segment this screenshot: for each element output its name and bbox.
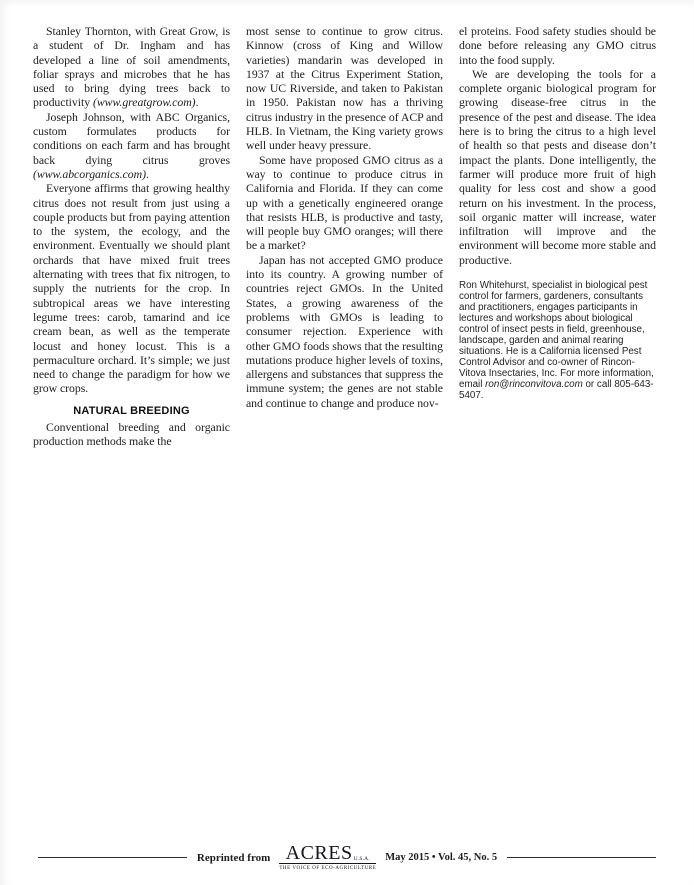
column-2 — [246, 24, 443, 448]
section-heading-natural-breeding: NATURAL BREEDING — [73, 404, 190, 417]
footer-rule-right — [507, 857, 656, 858]
footer-rule-left — [38, 857, 187, 858]
acres-logo-usa-suffix: U.S.A. — [353, 856, 370, 862]
paragraph: Japan has not accepted GMO produce into its country. A growing number of countries reject GMOs. In the United States, a growing awareness of the problems with GMOs is leading to consumer rejection. Experience with other GMO foods shows that the resulting mutations produce higher levels of toxins, allergens and substances that suppress the immune system; the genes are not stable and continue to change and produce nov- — [246, 252, 443, 410]
paragraph: Conventional breeding and organic production methods make the — [33, 419, 230, 449]
paragraph: We are developing the tools for a complete organic biological program for growing disease-free citrus in the presence of the pest and disease. The idea here is to bring the citrus to a high level of health so that pests and disease don’t impact the plants. Done intelligently, the farmer will produce more fruit of high quality for less cost and show a good return on his investment. In the process, soil organic matter will increase, water infiltration will improve and the environment will become more stable and productive. — [459, 66, 656, 267]
paragraph: Everyone affirms that growing healthy citrus does not result from just using a couple products but from paying attention to the system, the ecology, and the environment. Eventually we should plant orchards that have mixed fruit trees alternating with trees that fix nitrogen, to supply the nutrients for the crop. In subtropical areas we have interesting legume trees: carob, tamarind and ice cream bean, as well as the temperate locust and honey locust. This is a permaculture orchard. It’s simple; we just need to change the paradigm for how we grow crops. — [33, 181, 230, 396]
acres-logo-title: ACRES — [285, 842, 353, 864]
reprinted-from-label: Reprinted from — [196, 851, 271, 864]
footer — [38, 842, 656, 871]
acres-logo-tagline: THE VOICE OF ECO-AGRICULTURE — [279, 865, 377, 871]
column-3 — [459, 24, 656, 448]
issue-date-label: May 2015 • Vol. 45, No. 5 — [385, 852, 498, 864]
acres-logo-wordmark — [279, 842, 376, 864]
paragraph: most sense to continue to grow citrus. Kinnow (cross of King and Willow varieties) mandarin was developed in 1937 at the Citrus Experiment Station, now UC Riverside, and taken to Pakistan in 1950. Pakistan now has a thriving citrus industry in the presence of ACP and HLB. In Vietnam, the King variety grows well under heavy pressure. — [246, 24, 443, 153]
author-bio: Ron Whitehurst, specialist in biological pest control for farmers, gardeners, consultants and practitioners, engages participants in lectures and workshops about biological control of insect pests in field, greenhouse, landscape, garden and animal rearing situations. He is a California licensed Pest Control Advisor and co-owner of Rincon-Vitova Insectaries, Inc. For more information, email ron@rinconvitova.com or call 805-643-5407. — [459, 280, 654, 402]
column-1 — [33, 24, 230, 448]
article-columns — [33, 24, 657, 448]
acres-usa-logo — [279, 842, 377, 871]
paragraph: el proteins. Food safety studies should be done before releasing any GMO citrus into the food supply. — [459, 24, 656, 67]
paragraph: Some have proposed GMO citrus as a way to continue to produce citrus in California and Florida. If they can come up with a genetically engineered orange that resists HLB, is productive and tasty, will people buy GMO oranges; will there be a market? — [246, 152, 443, 253]
paragraph: Stanley Thornton, with Great Grow, is a student of Dr. Ingham and has developed a line of soil amendments, foliar sprays and microbes that he has used to bring dying trees back to productivity (www.greatgrow.com). — [33, 24, 230, 110]
paragraph: Joseph Johnson, with ABC Organics, custom formulates products for conditions on each farm and has brought back dying citrus groves (www.abcorganics.com). — [33, 109, 230, 181]
